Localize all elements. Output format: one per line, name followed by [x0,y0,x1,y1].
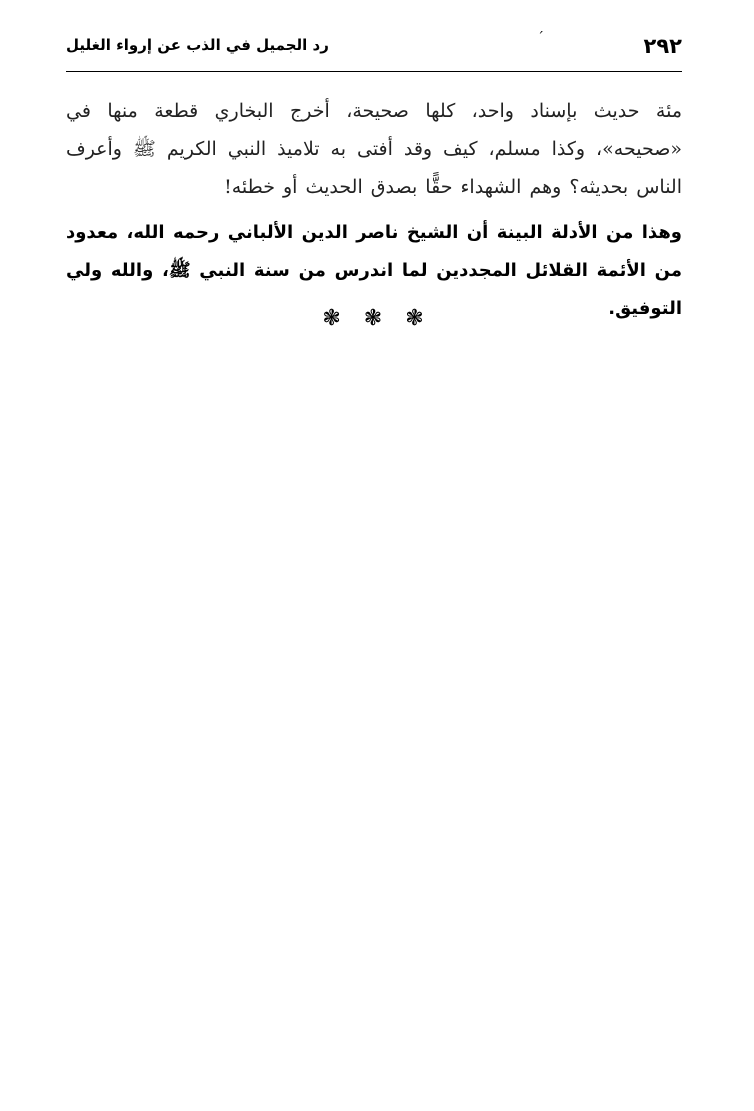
paragraph-2: وهذا من الأدلة البينة أن الشيخ ناصر الدين الألباني رحمه الله، معدود من الأئمة القلائل المجددين لما اندرس من سنة النبي ﷺ، والله ولي التوفيق. [66,222,682,319]
body-text [66,92,682,328]
paragraph-1: مئة حديث بإسناد واحد، كلها صحيحة، أخرج البخاري قطعة منها في «صحيحه»، وكذا مسلم، كيف وقد أفتى به تلاميذ النبي الكريم ﷺ وأعرف الناس بحديثه؟ وهم الشهداء حقًّا بصدق الحديث أو خطئه! [66,100,682,198]
header-mark: ˊ [537,30,544,46]
header-rule [66,71,682,72]
page-header [66,30,682,66]
page-number: ٢٩٢ [643,34,682,58]
running-title: رد الجميل في الذب عن إرواء الغليل [66,36,329,54]
section-ornament: ❃ ❃ ❃ [322,306,432,331]
